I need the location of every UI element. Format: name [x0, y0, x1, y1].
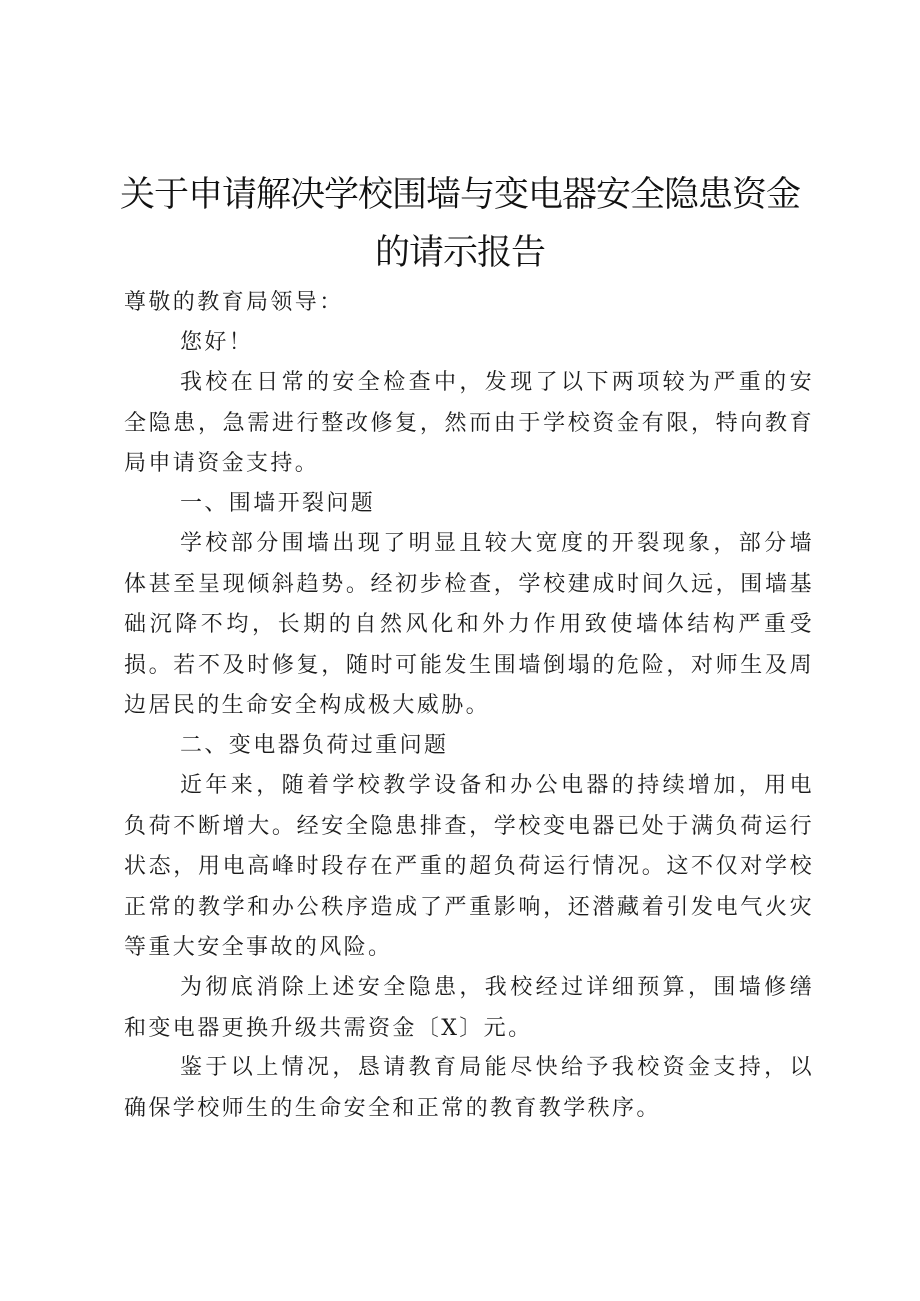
budget-paragraph: 为彻底消除上述安全隐患，我校经过详细预算，围墙修缮和变电器更换升级共需资金〔X〕元。 [124, 975, 814, 1041]
section-2-paragraph: 近年来，随着学校教学设备和办公电器的持续增加，用电负荷不断增大。经安全隐患排查，学校变电器已处于满负荷运行状态，用电高峰时段存在严重的超负荷运行情况。这不仅对学校正常的教学和办公秩序造成了严重影响，还潜藏着引发电气火灾等重大安全事故的风险。 [124, 773, 814, 960]
document-title-line-2: 的请示报告 [374, 233, 545, 273]
section-1-heading: 一、围墙开裂问题 [180, 491, 376, 516]
intro-paragraph: 我校在日常的安全检查中，发现了以下两项较为严重的安全隐患，急需进行整改修复，然而由于学校资金有限，特向教育局申请资金支持。 [124, 370, 814, 476]
salutation: 尊敬的教育局领导： [124, 290, 344, 315]
closing-paragraph: 鉴于以上情况，恳请教育局能尽快给予我校资金支持，以确保学校师生的生命安全和正常的教育教学秩序。 [124, 1055, 814, 1121]
greeting: 您好！ [180, 330, 254, 355]
document-title-line-1: 关于申请解决学校围墙与变电器安全隐患资金 [119, 175, 800, 215]
section-1-paragraph: 学校部分围墙出现了明显且较大宽度的开裂现象，部分墙体甚至呈现倾斜趋势。经初步检查，学校建成时间久远，围墙基础沉降不均，长期的自然风化和外力作用致使墙体结构严重受损。若不及时修复，随时可能发生围墙倒塌的危险，对师生及周边居民的生命安全构成极大威胁。 [124, 531, 814, 718]
section-2-heading: 二、变电器负荷过重问题 [180, 733, 449, 758]
